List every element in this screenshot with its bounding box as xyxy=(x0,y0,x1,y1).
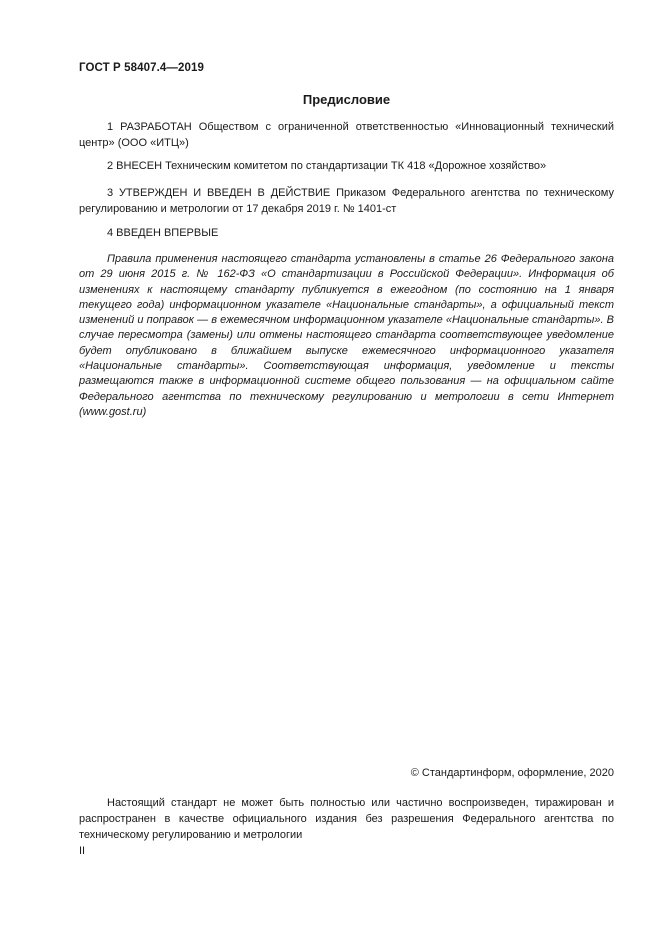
paragraph-developed-by: 1 РАЗРАБОТАН Обществом с ограниченной ответственностью «Инновационный технический центр» (ООО «ИТЦ») xyxy=(79,121,614,149)
document-code: ГОСТ Р 58407.4—2019 xyxy=(79,62,204,74)
page-number: II xyxy=(79,845,86,857)
paragraph-introduced-by: 2 ВНЕСЕН Техническим комитетом по стандартизации ТК 418 «Дорожное хозяйство» xyxy=(107,160,547,172)
reproduction-notice: Настоящий стандарт не может быть полностью или частично воспроизведен, тиражирован и распространен в качестве официального издания без разрешения Федерального агентства по техническому регулированию и метрологии xyxy=(79,797,614,841)
paragraph-approved: 3 УТВЕРЖДЕН И ВВЕДЕН В ДЕЙСТВИЕ Приказом Федерального агентства по техническому регулированию и метрологии от 17 декабря 2019 г. № 1401-ст xyxy=(79,187,614,215)
copyright-line: © Стандартинформ, оформление, 2020 xyxy=(410,767,614,779)
section-title: Предисловие xyxy=(302,92,391,107)
paragraph-first-introduced: 4 ВВЕДЕН ВПЕРВЫЕ xyxy=(107,227,219,239)
paragraph-application-rules: Правила применения настоящего стандарта установлены в статье 26 Федерального закона от 29 июня 2015 г. № 162-ФЗ «О стандартизации в Российской Федерации». Информация об изменениях к настоящему стандарту публикуется в ежегодном (по состоянию на 1 января текущего года) информационном указателе «Национальные стандарты», а официальный текст изменений и поправок — в ежемесячном информационном указателе «Национальные стандарты». В случае пересмотра (замены) или отмены настоящего стандарта соответствующее уведомление будет опубликовано в ближайшем выпуске ежемесячного информационного указателя «Национальные стандарты». Соответствующая информация, уведомление и тексты размещаются также в информационной системе общего пользования — на официальном сайте Федерального агентства по техническому регулированию и метрологии в сети Интернет (www.gost.ru) xyxy=(79,253,614,418)
